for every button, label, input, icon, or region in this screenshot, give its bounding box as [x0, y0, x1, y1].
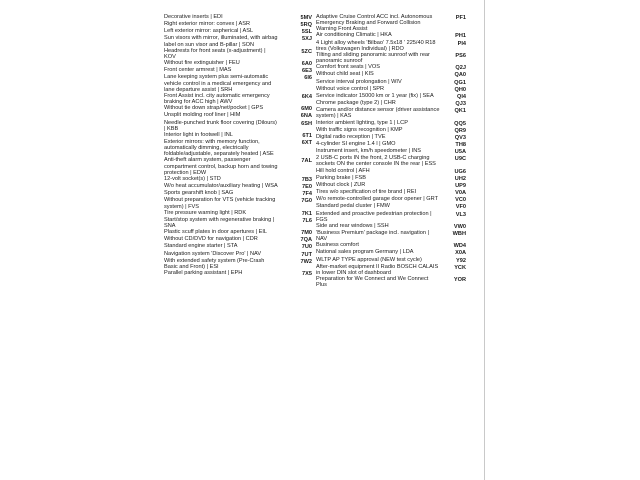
option-description: Side and rear windows | SSH [316, 222, 389, 229]
option-row [164, 67, 312, 74]
option-code: UG6 [454, 168, 466, 175]
option-description: Tilting and sliding panoramic sunroof with rear panoramic sunroof [316, 51, 430, 65]
option-description: Standard engine starter | STA [164, 243, 238, 250]
option-row [164, 190, 312, 197]
option-row [164, 157, 312, 175]
option-row [164, 74, 312, 92]
options-list-left [164, 14, 312, 277]
option-row [164, 35, 312, 47]
option-code: PI4 [457, 40, 466, 47]
option-code: 5SL [301, 29, 312, 36]
option-row [316, 79, 466, 86]
option-row [164, 197, 312, 209]
option-code: 7QA [300, 237, 312, 244]
option-code: 7UT [301, 251, 312, 258]
option-code: 6NA [300, 113, 312, 120]
option-description: Hill hold control | AFH [316, 167, 370, 174]
option-description: Exterior mirrors: with memory function, automatically dimming, electrically foldable/adjustable, separately heated | ASE [164, 138, 274, 158]
option-row [164, 48, 312, 60]
option-row [316, 148, 466, 155]
options-list-right [316, 14, 466, 288]
option-description: Extended and proactive pedestrian protection | FGS [316, 210, 432, 223]
option-row [164, 105, 312, 112]
option-description: Without tie down strap/net/pocket | GPS [164, 105, 264, 112]
option-code: QJ3 [455, 101, 466, 108]
option-code: 7G0 [301, 198, 312, 205]
option-code: Q2J [455, 65, 466, 72]
option-code: 7F4 [302, 191, 312, 198]
option-code: UH2 [454, 175, 466, 182]
option-row [164, 21, 312, 28]
option-code: 7X5 [302, 271, 312, 278]
option-code: YOR [453, 277, 466, 284]
option-row [164, 132, 312, 139]
option-description: Right exterior mirror: convex | ASR [164, 21, 251, 28]
option-description: With extended safety system (Pre-Crash Basic and Front) | ESI [164, 257, 265, 270]
option-code: 5RQ [300, 22, 312, 29]
option-description: Parking brake | FSB [316, 174, 366, 181]
option-code: VL3 [455, 211, 466, 218]
option-code: 5MV [300, 15, 312, 21]
option-description: 'Business Premium' package incl. navigation | NAV [316, 230, 430, 243]
option-code: 7B3 [301, 176, 312, 183]
option-row [316, 182, 466, 189]
option-code: 6I6 [304, 75, 312, 82]
option-description: Parallel parking assistant | EPH [164, 270, 243, 277]
option-description: Without CD/DVD for navigation | CDR [164, 236, 258, 243]
option-code: U9C [454, 156, 466, 163]
option-row [316, 203, 466, 210]
option-code: Y92 [456, 257, 466, 264]
option-code: QQ5 [454, 120, 466, 127]
option-row [164, 258, 312, 270]
option-code: 6T1 [302, 132, 312, 139]
option-description: Tire pressure warning light | RDK [164, 209, 247, 216]
option-description: Plastic scuff plates in door apertures | EIL [164, 229, 268, 236]
option-code: VW0 [453, 223, 466, 230]
option-code: U5A [454, 149, 466, 156]
option-description: Without voice control | SPR [316, 85, 384, 92]
option-code: PF1 [455, 15, 466, 21]
option-code: 7K1 [301, 210, 312, 217]
option-description: Business comfort [316, 242, 359, 249]
option-code: PH1 [455, 33, 466, 40]
page-edge-line [484, 0, 485, 480]
option-row [316, 242, 466, 249]
option-row [316, 141, 466, 148]
option-description: Tires w/o specification of tire brand | REI [316, 189, 417, 196]
option-row [164, 236, 312, 243]
option-description: Lane keeping system plus semi-automatic vehicle control in a medical emergency and lane departure assist | SRH [164, 74, 272, 93]
option-description: Preparation for We Connect and We Connect Plus [316, 276, 429, 289]
option-row [316, 155, 466, 167]
option-code: 7W2 [300, 258, 312, 265]
option-row [164, 210, 312, 217]
option-code: QG1 [454, 79, 466, 86]
option-code: VF0 [455, 204, 466, 211]
option-row [316, 196, 466, 203]
option-code: 6SH [301, 120, 312, 127]
option-row [316, 120, 466, 127]
option-row [316, 40, 466, 52]
option-row [164, 176, 312, 183]
option-description: WLTP AP TYPE approval (NEW test cycle) [316, 256, 422, 263]
option-row [164, 28, 312, 35]
option-row [164, 14, 312, 21]
option-description: Without preparation for VTS (vehicle tracking system) | FVS [164, 197, 276, 210]
option-row [316, 175, 466, 182]
option-row [164, 229, 312, 236]
option-description: Interior ambient lighting, type 1 | LCP [316, 119, 408, 126]
option-row [164, 183, 312, 190]
option-code: QH0 [454, 86, 466, 93]
option-description: Interior light in footwell | INL [164, 131, 233, 138]
option-code: 5ZC [301, 48, 312, 55]
option-row [164, 270, 312, 277]
option-row [316, 71, 466, 78]
option-description: Without fire extinguisher | FEU [164, 60, 240, 67]
option-description: 4-cylinder SI engine 1.4 l | GMO [316, 140, 396, 147]
option-row [164, 120, 312, 132]
option-row [316, 134, 466, 141]
option-code: WBH [452, 231, 466, 237]
option-code: TH8 [455, 141, 466, 148]
option-code: V0A [455, 190, 466, 197]
option-description: National sales program Germany | LDA [316, 249, 414, 256]
option-row [316, 14, 466, 32]
option-row [316, 32, 466, 39]
option-row [316, 107, 466, 119]
option-description: Chrome package (type 2) | CHR [316, 100, 396, 107]
option-code: 7M0 [301, 230, 312, 237]
option-code: QK1 [454, 108, 466, 115]
option-code: QV3 [454, 134, 466, 141]
option-row [316, 86, 466, 93]
option-description: Standard pedal cluster | FMW [316, 203, 390, 210]
option-description: Camera and/or distance sensor (driver assistance system) | KAS [316, 107, 440, 120]
option-code: 6K4 [301, 93, 312, 100]
option-code: WD4 [453, 243, 466, 250]
option-description: Left exterior mirror: aspherical | ASL [164, 28, 254, 35]
option-description: Anti-theft alarm system, passenger compartment control, backup horn and towing protection | EDW [164, 157, 278, 176]
option-description: Instrument insert, km/h speedometer | INS [316, 148, 421, 155]
option-row [316, 249, 466, 256]
option-row [164, 93, 312, 105]
option-description: 2 USB-C ports IN the front, 2 USB-C charging sockets ON the center console IN the rear | ESS [316, 155, 436, 168]
option-description: After-market equipment II Radio BOSCH CALAIS in lower DIN slot of dashboard [316, 263, 439, 276]
option-row [164, 60, 312, 67]
option-description: Without child seat | KIS [316, 71, 374, 78]
option-description: W/o heat accumulator/auxiliary heating | WSA [164, 183, 278, 190]
option-row [316, 168, 466, 175]
option-description: 4 Light alloy wheels 'Bilbao' 7.5x18 ' 225/40 R18 tires (Volkswagen Individual) | RDO [316, 39, 436, 52]
option-row [316, 230, 466, 242]
option-description: Sports gearshift knob | SAG [164, 190, 234, 197]
option-code: 6XT [301, 139, 312, 146]
option-row [316, 257, 466, 264]
option-description: 12-volt socket(s) | STD [164, 175, 221, 182]
option-description: Needle-punched trunk floor covering (Dilours) | KBB [164, 119, 277, 132]
option-row [164, 217, 312, 229]
option-code: PS6 [455, 52, 466, 59]
option-description: Navigation system 'Discover Pro' | NAV [164, 250, 262, 257]
option-code: 7U0 [301, 244, 312, 251]
option-description: Adaptive Cruise Control ACC incl. Autonomous Emergency Braking and Forward Collision Warning Front Assist [316, 14, 433, 33]
option-description: Air conditioning Climatic | HKA [316, 32, 392, 39]
option-description: Digital radio reception | TVE [316, 133, 386, 140]
option-row [316, 264, 466, 276]
option-code: 6E3 [302, 68, 312, 75]
option-description: Sun visors with mirror, illuminated, with airbag label on sun visor and B-pillar | SON [164, 35, 278, 48]
option-description: Service indicator 15000 km or 1 year (fix) | SEA [316, 92, 434, 99]
option-row [316, 100, 466, 107]
option-row [164, 251, 312, 258]
option-code: 6M0 [301, 106, 312, 113]
option-row [164, 243, 312, 250]
option-code: QR9 [454, 127, 466, 134]
option-code: 5XJ [302, 36, 312, 43]
option-code: 7L6 [302, 217, 312, 224]
option-description: Service interval prolongation | WIV [316, 78, 402, 85]
option-description: Front center armrest | MAS [164, 67, 232, 74]
option-description: Unsplit molding roof liner | HIM [164, 112, 241, 119]
option-code: UP9 [455, 182, 466, 189]
option-code: 7E0 [302, 184, 312, 191]
option-row [316, 64, 466, 71]
option-description: With traffic signs recognition | KMP [316, 126, 403, 133]
option-row [316, 93, 466, 100]
option-description: Decorative inserts | EDI [164, 14, 223, 20]
option-row [316, 223, 466, 230]
option-description: Front Assist incl. city automatic emergency braking for ACC high | AWV [164, 92, 270, 106]
option-row [316, 189, 466, 196]
option-description: Without clock | ZUR [316, 181, 366, 188]
option-code: 6A0 [301, 61, 312, 68]
option-code: QA0 [454, 72, 466, 79]
option-description: Comfort front seats | VOS [316, 64, 380, 71]
option-row [316, 276, 466, 288]
option-description: Headrests for front seats (x-adjustment) | KOV [164, 47, 266, 60]
option-code: X0A [455, 250, 466, 257]
option-code: VC0 [455, 197, 466, 204]
option-description: W/o remote-controlled garage door opener | GRT [316, 196, 438, 203]
option-row [164, 139, 312, 157]
option-code: YCK [454, 264, 466, 271]
option-row [316, 52, 466, 64]
option-code: 7AL [301, 158, 312, 165]
option-row [316, 211, 466, 223]
option-code: QI4 [456, 93, 466, 100]
option-row [316, 127, 466, 134]
option-description: Start/stop system with regenerative braking | SNA [164, 216, 275, 229]
option-row [164, 112, 312, 119]
